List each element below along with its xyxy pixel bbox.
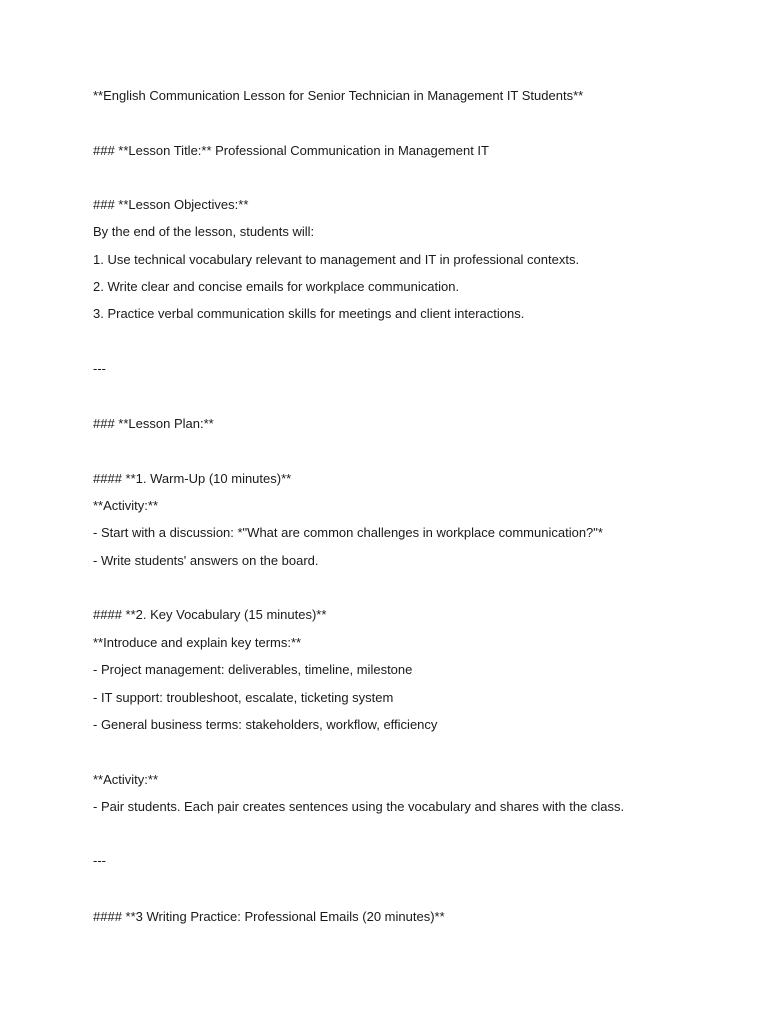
objectives-heading: ### **Lesson Objectives:** xyxy=(93,197,249,212)
introduce-terms-label: **Introduce and explain key terms:** xyxy=(93,635,302,650)
document-heading: **English Communication Lesson for Senior Technician in Management IT Students** xyxy=(93,88,584,103)
objective-item: 3. Practice verbal communication skills for meetings and client interactions. xyxy=(93,306,525,321)
activity-label: **Activity:** xyxy=(93,772,159,787)
list-item: - IT support: troubleshoot, escalate, ticketing system xyxy=(93,690,394,705)
list-item: - Start with a discussion: *"What are common challenges in workplace communication?"* xyxy=(93,525,603,540)
lesson-plan-heading: ### **Lesson Plan:** xyxy=(93,416,214,431)
objectives-intro-text: By the end of the lesson, students will: xyxy=(93,224,315,239)
writing-practice-heading: #### **3 Writing Practice: Professional Emails (20 minutes)** xyxy=(93,909,445,924)
warm-up-heading: #### **1. Warm-Up (10 minutes)** xyxy=(93,471,292,486)
objective-item: 1. Use technical vocabulary relevant to management and IT in professional contexts. xyxy=(93,252,580,267)
activity-label: **Activity:** xyxy=(93,498,159,513)
list-item: - Project management: deliverables, timeline, milestone xyxy=(93,662,413,677)
objective-item: 2. Write clear and concise emails for workplace communication. xyxy=(93,279,460,294)
list-item: - Pair students. Each pair creates sentences using the vocabulary and shares with the class. xyxy=(93,799,625,814)
section-divider: --- xyxy=(93,361,106,376)
list-item: - General business terms: stakeholders, workflow, efficiency xyxy=(93,717,438,732)
list-item: - Write students' answers on the board. xyxy=(93,553,319,568)
key-vocabulary-heading: #### **2. Key Vocabulary (15 minutes)** xyxy=(93,607,327,622)
lesson-title-heading: ### **Lesson Title:** Professional Communication in Management IT xyxy=(93,143,489,158)
section-divider: --- xyxy=(93,853,106,868)
